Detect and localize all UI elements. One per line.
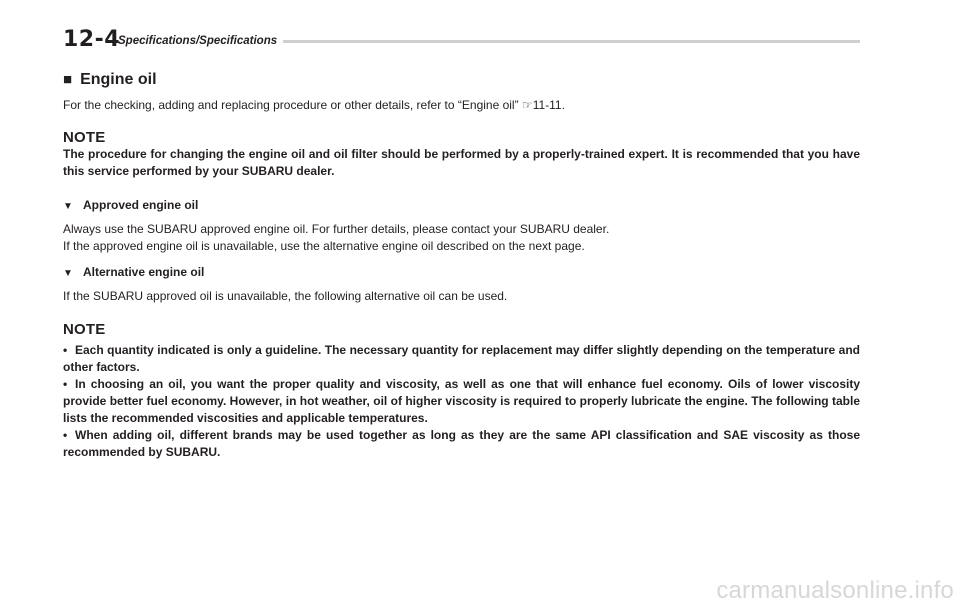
note-item: • Each quantity indicated is only a guideline. The necessary quantity for replacement may differ slightly depending on the temperature and other factors. — [63, 343, 860, 374]
page-header — [63, 27, 860, 53]
header-rule — [283, 40, 860, 43]
note-text: The procedure for changing the engine oil and oil filter should be performed by a properly-trained expert. It is recommended that you have this service performed by your SUBARU dealer. — [63, 147, 860, 178]
intro-paragraph: For the checking, adding and replacing procedure or other details, refer to “Engine oil” ☞11-11. — [63, 98, 565, 112]
page-content — [63, 70, 860, 461]
subheading-alternative-oil — [63, 264, 860, 282]
heading-text: Engine oil — [80, 71, 157, 88]
bullet-dot-icon: • — [63, 428, 68, 442]
bullet-dot-icon: • — [63, 343, 68, 357]
subheading-text: Alternative engine oil — [83, 265, 205, 279]
section-title: Specifications/Specifications — [118, 35, 278, 47]
page-number: 12-4 — [63, 27, 121, 52]
triangle-bullet-icon: ▼ — [63, 201, 73, 212]
heading-engine-oil — [63, 70, 860, 90]
triangle-bullet-icon: ▼ — [63, 268, 73, 279]
square-bullet-icon: ■ — [63, 71, 73, 88]
watermark: carmanualsonline.info — [716, 577, 954, 604]
subheading-text: Approved engine oil — [83, 198, 199, 212]
subheading-approved-oil — [63, 197, 860, 215]
alternative-line-1: If the SUBARU approved oil is unavailable, the following alternative oil can be used. — [63, 289, 508, 303]
bullet-dot-icon: • — [63, 377, 68, 391]
note-item: • In choosing an oil, you want the proper quality and viscosity, as well as one that will enhance fuel economy. Oils of lower viscosity provide better fuel economy. However, in hot weather, oil of higher viscosity is required to properly lubricate the engine. The following table lists the recommended viscosities and applicable temperatures. — [63, 377, 860, 425]
note-label-2: NOTE — [63, 321, 106, 338]
note-item: • When adding oil, different brands may be used together as long as they are the same API classification and SAE viscosity as those recommended by SUBARU. — [63, 428, 860, 459]
note-label: NOTE — [63, 129, 106, 146]
approved-line-2: If the approved engine oil is unavailable, use the alternative engine oil described on the next page. — [63, 239, 585, 253]
approved-line-1: Always use the SUBARU approved engine oil. For further details, please contact your SUBARU dealer. — [63, 222, 610, 236]
